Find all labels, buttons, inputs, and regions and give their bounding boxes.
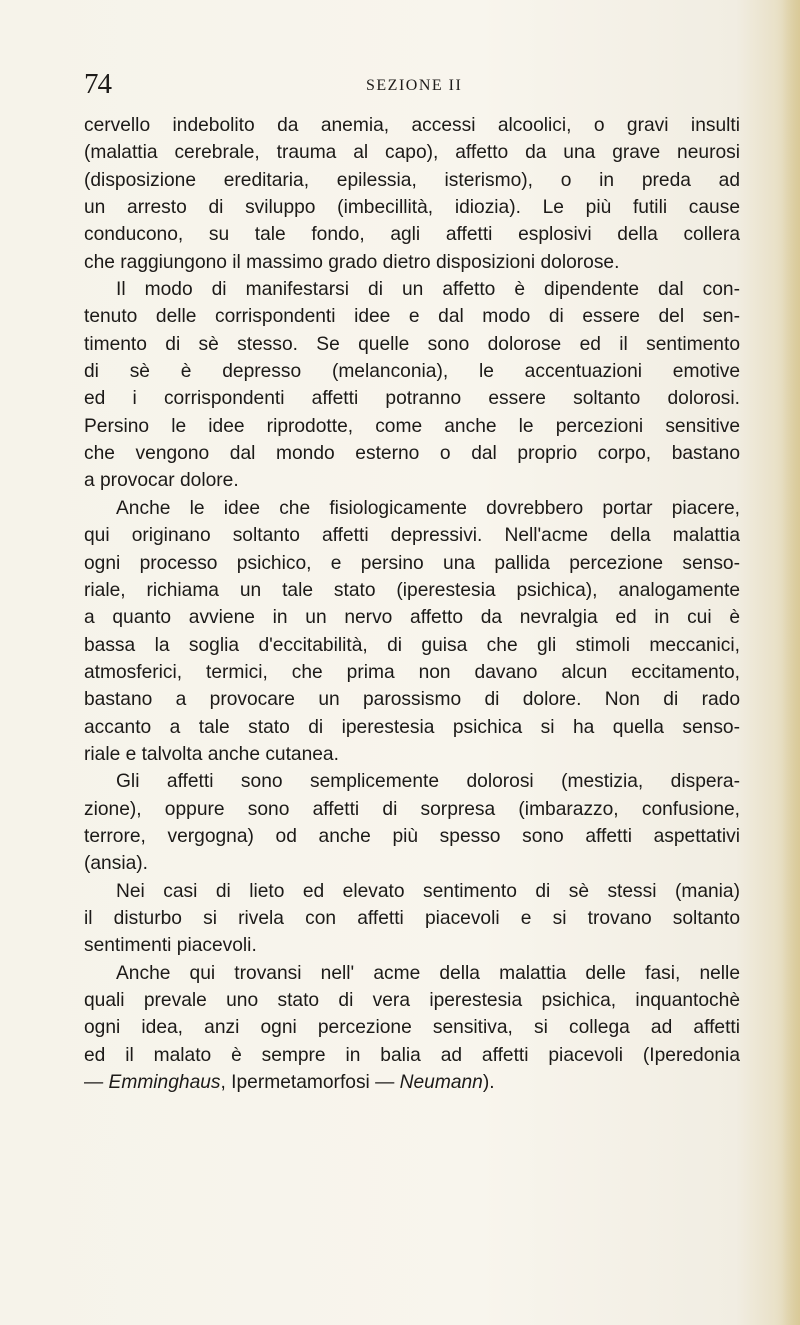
citation-middle: , Ipermetamorfosi — [220,1072,400,1094]
paragraph-first-line: Il modo di manifestarsi di un affetto è dipendente dal con- [116,279,740,301]
author-emminghaus: Emminghaus [108,1072,221,1094]
text-line: ed i corrispondenti affetti potranno essere soltanto dolorosi. [84,388,740,410]
text-line: bastano a provocare un parossismo di dolore. Non di rado [84,689,740,711]
text-line: ogni processo psichico, e persino una pallida percezione senso- [84,552,740,574]
text-line: che raggiungono il massimo grado dietro disposizioni dolorose. [84,251,620,273]
text-line: cervello indebolito da anemia, accessi alcoolici, o gravi insulti [84,115,740,136]
text-line: il disturbo si rivela con affetti piacevoli e si trovano soltanto [84,907,740,929]
paragraph-first-line: Anche qui trovansi nell' acme della malattia delle fasi, nelle [116,962,740,984]
citation-close: ). [482,1072,495,1094]
text-line: terrore, vergogna) od anche più spesso sono affetti aspettativi [84,825,740,847]
text-line-citation [84,1069,740,1096]
paragraph-first-line: Gli affetti sono semplicemente dolorosi (mestizia, dispera- [116,771,740,793]
text-line: riale, richiama un tale stato (iperestesia psichica), analogamente [84,579,740,601]
text-line: timento di sè stesso. Se quelle sono dolorose ed il sentimento [84,333,740,355]
paragraph-first-line: Nei casi di lieto ed elevato sentimento di sè stessi (mania) [116,880,740,902]
text-line: quali prevale uno stato di vera iperestesia psichica, inquantochè [84,990,740,1011]
page-header [84,68,734,104]
author-neumann: Neumann [399,1072,483,1094]
text-line: (ansia). [84,853,148,875]
text-line: atmosferici, termici, che prima non davano alcun eccitamento, [84,661,740,683]
text-line: a provocar dolore. [84,470,239,492]
running-head: SEZIONE II [366,77,463,94]
text-line: conducono, su tale fondo, agli affetti esplosivi della collera [84,224,740,246]
text-line: ogni idea, anzi ogni percezione sensitiva, si collega ad affetti [84,1017,740,1039]
text-line: riale e talvolta anche cutanea. [84,743,339,765]
text-line: (malattia cerebrale, trauma al capo), affetto da una grave neurosi [84,142,740,164]
text-line: ed il malato è sempre in balia ad affetti piacevoli (Iperedonia [84,1044,740,1066]
text-line: (disposizione ereditaria, epilessia, isterismo), o in preda ad [84,169,740,191]
page-number: 74 [84,68,111,100]
text-line: che vengono dal mondo esterno o dal proprio corpo, bastano [84,443,740,465]
text-line: sentimenti piacevoli. [84,935,257,957]
text-line: qui originano soltanto affetti depressivi. Nell'acme della malattia [84,525,740,547]
text-line: a quanto avviene in un nervo affetto da nevralgia ed in cui è [84,607,740,629]
text-line: Persino le idee riprodotte, come anche le percezioni sensitive [84,415,740,437]
text-line: bassa la soglia d'eccitabilità, di guisa che gli stimoli meccanici, [84,634,740,656]
body-text [84,112,740,1096]
text-line: di sè è depresso (melanconia), le accentuazioni emotive [84,361,740,383]
text-line: tenuto delle corrispondenti idee e dal modo di essere del sen- [84,306,740,328]
text-line: accanto a tale stato di iperestesia psichica si ha quella senso- [84,716,740,738]
text-line: un arresto di sviluppo (imbecillità, idiozia). Le più futili cause [84,197,740,219]
citation-dash: — [84,1072,109,1094]
text-line: zione), oppure sono affetti di sorpresa (imbarazzo, confusione, [84,798,740,820]
paragraph-first-line: Anche le idee che fisiologicamente dovrebbero portar piacere, [116,497,740,519]
page-edge-shadow [782,0,800,1325]
